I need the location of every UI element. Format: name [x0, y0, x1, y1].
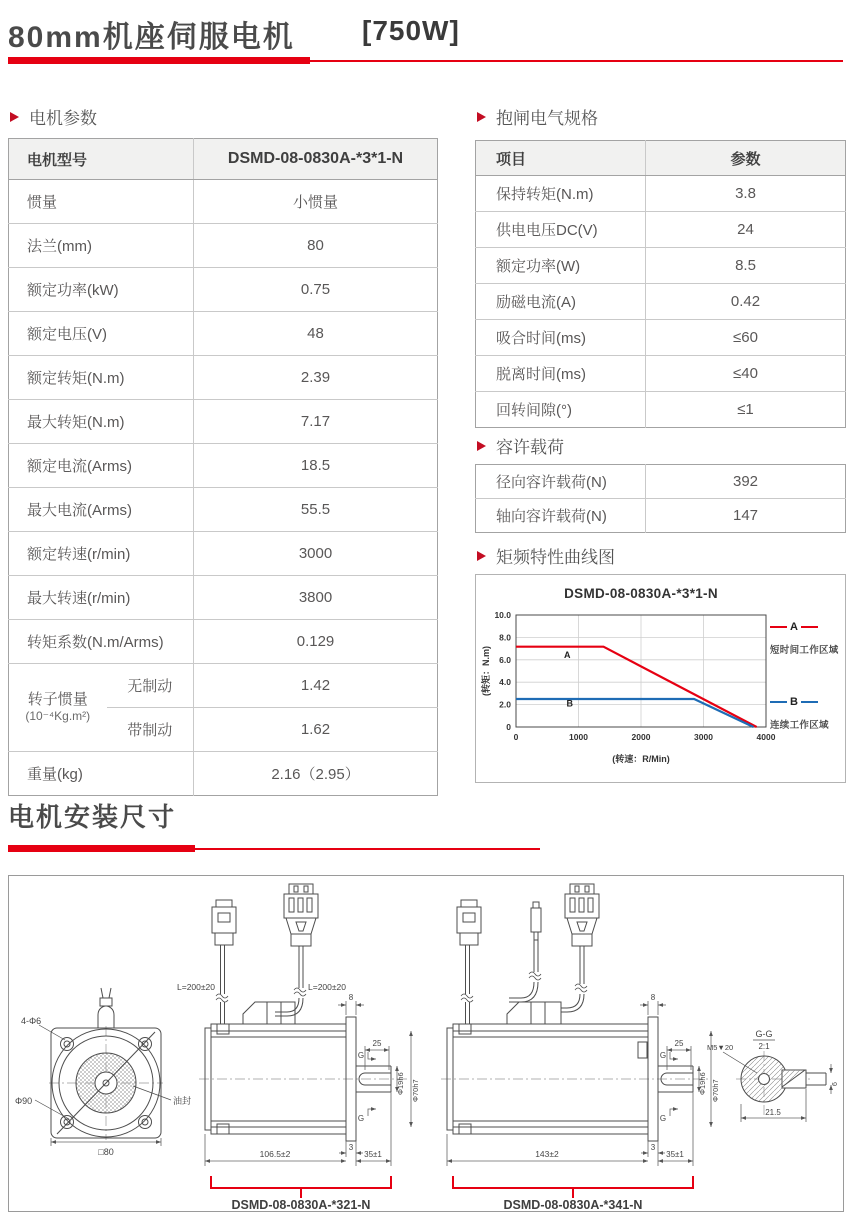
- param-label: 脱离时间(ms): [476, 356, 646, 392]
- section-mark-g: G: [357, 1051, 365, 1060]
- svg-text:6.0: 6.0: [499, 654, 511, 665]
- param-value: 3800: [194, 576, 438, 620]
- param-label: 额定功率(W): [476, 248, 646, 284]
- svg-text:3000: 3000: [694, 732, 713, 742]
- param-label: 励磁电流(A): [476, 284, 646, 320]
- chart-ylabel: (转矩：N.m): [481, 646, 491, 696]
- table-row: [476, 320, 846, 356]
- dim-body-length-341: 143±2: [535, 1149, 559, 1159]
- dim-shaft-length: 35±1: [364, 1150, 382, 1159]
- param-value: 1.62: [194, 708, 438, 752]
- section-view-gg: [723, 1040, 826, 1102]
- param-label: 最大电流(Arms): [9, 488, 194, 532]
- param-label: 保持转矩(N.m): [476, 176, 646, 212]
- legend-series-name: B: [790, 696, 798, 708]
- table-row: [9, 532, 438, 576]
- cable-length-label: L=200±20: [308, 982, 346, 992]
- table-row-rotor-inertia: [9, 664, 438, 708]
- table-row: [9, 400, 438, 444]
- param-label: 轴向容许载荷(N): [476, 499, 646, 533]
- section-allowable-load: [477, 433, 564, 458]
- oil-seal-label: 油封: [173, 1096, 192, 1106]
- param-label: 最大转矩(N.m): [9, 400, 194, 444]
- install-section-title: 电机安装尺寸: [8, 802, 177, 832]
- section-mark-g: G: [357, 1114, 365, 1123]
- param-value: 2.16（2.95）: [194, 752, 438, 796]
- svg-text:4.0: 4.0: [499, 677, 511, 688]
- table-row: [476, 248, 846, 284]
- chart-legend: [770, 621, 844, 731]
- svg-text:8.0: 8.0: [499, 632, 511, 643]
- param-label: 重量(kg): [9, 752, 194, 796]
- param-value: 24: [646, 212, 846, 248]
- svg-text:0: 0: [513, 732, 519, 742]
- centerlines: [49, 1026, 810, 1140]
- param-label: 额定电流(Arms): [9, 444, 194, 488]
- table-row: [476, 284, 846, 320]
- dim-key-width: 6: [832, 1082, 839, 1086]
- param-value: 小惯量: [194, 180, 438, 224]
- param-value: DSMD-08-0830A-*3*1-N: [194, 139, 438, 180]
- legend-zone-label: 连续工作区域: [770, 720, 829, 731]
- svg-text:10.0: 10.0: [494, 610, 511, 620]
- dim-tap-m5: M5▼20: [707, 1043, 734, 1052]
- table-row: [9, 268, 438, 312]
- install-underline: [8, 845, 540, 852]
- table-row: [9, 444, 438, 488]
- table-row: [476, 392, 846, 428]
- param-value: 2.39: [194, 356, 438, 400]
- param-label: 吸合时间(ms): [476, 320, 646, 356]
- section-torque-curve: [477, 543, 615, 568]
- param-value: 0.42: [646, 284, 846, 320]
- model-name-321: DSMD-08-0830A-*321-N: [231, 1198, 371, 1209]
- torque-curve-chart: [475, 574, 846, 783]
- section-brake-specs: [477, 104, 598, 129]
- table-row: [476, 499, 846, 533]
- side-view-321: [205, 884, 391, 1141]
- installation-drawing-svg: [9, 876, 841, 1209]
- dim-shaft-dia: Φ19h6: [396, 1072, 405, 1095]
- legend-line-icon: [801, 626, 818, 629]
- section-marker-icon: [10, 112, 19, 122]
- table-row: [9, 356, 438, 400]
- dim-pilot-dia: Φ70h7: [411, 1079, 420, 1102]
- section-motor-params: [10, 104, 97, 129]
- legend-line-icon: [770, 626, 787, 629]
- chart-title: DSMD-08-0830A-*3*1-N: [564, 586, 718, 601]
- dim-section-width: 21.5: [765, 1108, 781, 1117]
- param-value: 1.42: [194, 664, 438, 708]
- param-value: 3000: [194, 532, 438, 576]
- dim-flange-thickness: 3: [650, 1143, 656, 1152]
- dim-square-80: □80: [98, 1147, 114, 1157]
- param-label: 径向容许载荷(N): [496, 474, 607, 491]
- table-row: [476, 356, 846, 392]
- svg-text:B: B: [566, 698, 573, 709]
- param-value: 55.5: [194, 488, 438, 532]
- legend-entry-a: [770, 621, 844, 656]
- table-row: [9, 180, 438, 224]
- table-row: [9, 224, 438, 268]
- power-badge: [750W]: [362, 15, 460, 46]
- dim-pilot-dia: Φ70h7: [711, 1079, 720, 1102]
- param-value: 147: [646, 499, 846, 533]
- dim-shaft-length: 35±1: [666, 1150, 684, 1159]
- table-header-row: [476, 141, 846, 176]
- param-value: 0.129: [194, 620, 438, 664]
- param-label: 法兰(mm): [9, 224, 194, 268]
- table-row: [9, 620, 438, 664]
- param-label: 最大转速(r/min): [9, 576, 194, 620]
- param-label: 电机型号: [9, 139, 194, 180]
- model-labels: [232, 1198, 643, 1209]
- param-value: 48: [194, 312, 438, 356]
- dim-flange-offset: 8: [348, 993, 354, 1002]
- title-underline: [8, 57, 843, 64]
- dim-body-length-321: 106.5±2: [259, 1149, 291, 1159]
- param-label: 供电电压DC(V): [476, 212, 646, 248]
- dim-key-length: 25: [372, 1039, 382, 1048]
- section-label: 容许载荷: [496, 438, 564, 457]
- section-marker-icon: [477, 441, 486, 451]
- param-label: 额定转速(r/min): [9, 532, 194, 576]
- svg-text:2000: 2000: [631, 732, 651, 742]
- table-row: [9, 752, 438, 796]
- param-label: [9, 664, 107, 752]
- param-value: 参数: [646, 141, 846, 176]
- section-label: 电机参数: [29, 109, 97, 128]
- param-label: 回转间隙(°): [476, 392, 646, 428]
- param-label: 额定转矩(N.m): [9, 356, 194, 400]
- param-value: 80: [194, 224, 438, 268]
- installation-drawing: [8, 875, 844, 1212]
- param-value: ≤60: [646, 320, 846, 356]
- param-label: 项目: [476, 141, 646, 176]
- table-row: [476, 176, 846, 212]
- svg-text:0: 0: [506, 722, 511, 732]
- table-row: [476, 212, 846, 248]
- table-row: [476, 465, 846, 499]
- section-gg-scale: 2:1: [758, 1042, 770, 1051]
- param-value: 392: [646, 465, 846, 499]
- param-sublabel: 带制动: [107, 708, 194, 752]
- allowable-load-table: [475, 464, 846, 533]
- rotor-label: 转子惯量: [27, 690, 88, 708]
- svg-text:4000: 4000: [756, 732, 776, 742]
- svg-text:1000: 1000: [569, 732, 588, 742]
- chart-xlabel: (转速：R/Min): [612, 754, 670, 764]
- page-title: 80mm机座伺服电机: [8, 21, 295, 54]
- table-row: [9, 312, 438, 356]
- param-value: 7.17: [194, 400, 438, 444]
- dim-mounting-holes: 4-Φ6: [21, 1016, 42, 1026]
- legend-entry-b: [770, 696, 844, 731]
- cable-length-label: L=200±20: [177, 982, 215, 992]
- section-label: 抱闸电气规格: [496, 109, 598, 128]
- rotor-unit: (10⁻⁴Kg.m²): [25, 709, 91, 724]
- param-value: 0.75: [194, 268, 438, 312]
- front-view: [35, 988, 171, 1138]
- param-value: 3.8: [646, 176, 846, 212]
- dim-flange-thickness: 3: [348, 1143, 354, 1152]
- legend-series-name: A: [790, 621, 798, 633]
- section-marker-icon: [477, 551, 486, 561]
- section-mark-g: G: [659, 1051, 667, 1060]
- param-label: 惯量: [9, 180, 194, 224]
- side-view-341: [447, 884, 693, 1141]
- table-row: [9, 488, 438, 532]
- dimension-texts: [15, 982, 839, 1159]
- param-value: 18.5: [194, 444, 438, 488]
- table-row: [9, 576, 438, 620]
- dim-key-length: 25: [674, 1039, 684, 1048]
- param-value: ≤40: [646, 356, 846, 392]
- dim-shaft-dia: Φ19h6: [698, 1072, 707, 1095]
- param-label: 转矩系数(N.m/Arms): [9, 620, 194, 664]
- motor-params-table: [8, 138, 438, 796]
- legend-zone-label: 短时间工作区域: [770, 645, 839, 656]
- section-gg-title: G-G: [755, 1029, 773, 1039]
- param-label: 额定功率(kW): [9, 268, 194, 312]
- svg-text:2.0: 2.0: [499, 699, 511, 710]
- dim-flange-offset: 8: [650, 993, 656, 1002]
- section-mark-g: G: [659, 1114, 667, 1123]
- legend-line-icon: [801, 701, 818, 704]
- param-label: 额定电压(V): [9, 312, 194, 356]
- svg-text:A: A: [564, 650, 571, 661]
- param-value: ≤1: [646, 392, 846, 428]
- param-sublabel: 无制动: [107, 664, 194, 708]
- legend-line-icon: [770, 701, 787, 704]
- model-brackets: [211, 1176, 693, 1198]
- param-value: 8.5: [646, 248, 846, 284]
- section-label: 矩频特性曲线图: [496, 548, 615, 567]
- model-name-341: DSMD-08-0830A-*341-N: [503, 1198, 643, 1209]
- dim-flange-circle: Φ90: [15, 1096, 33, 1106]
- table-header-row: [9, 139, 438, 180]
- brake-specs-table: [475, 140, 846, 428]
- section-marker-icon: [477, 112, 486, 122]
